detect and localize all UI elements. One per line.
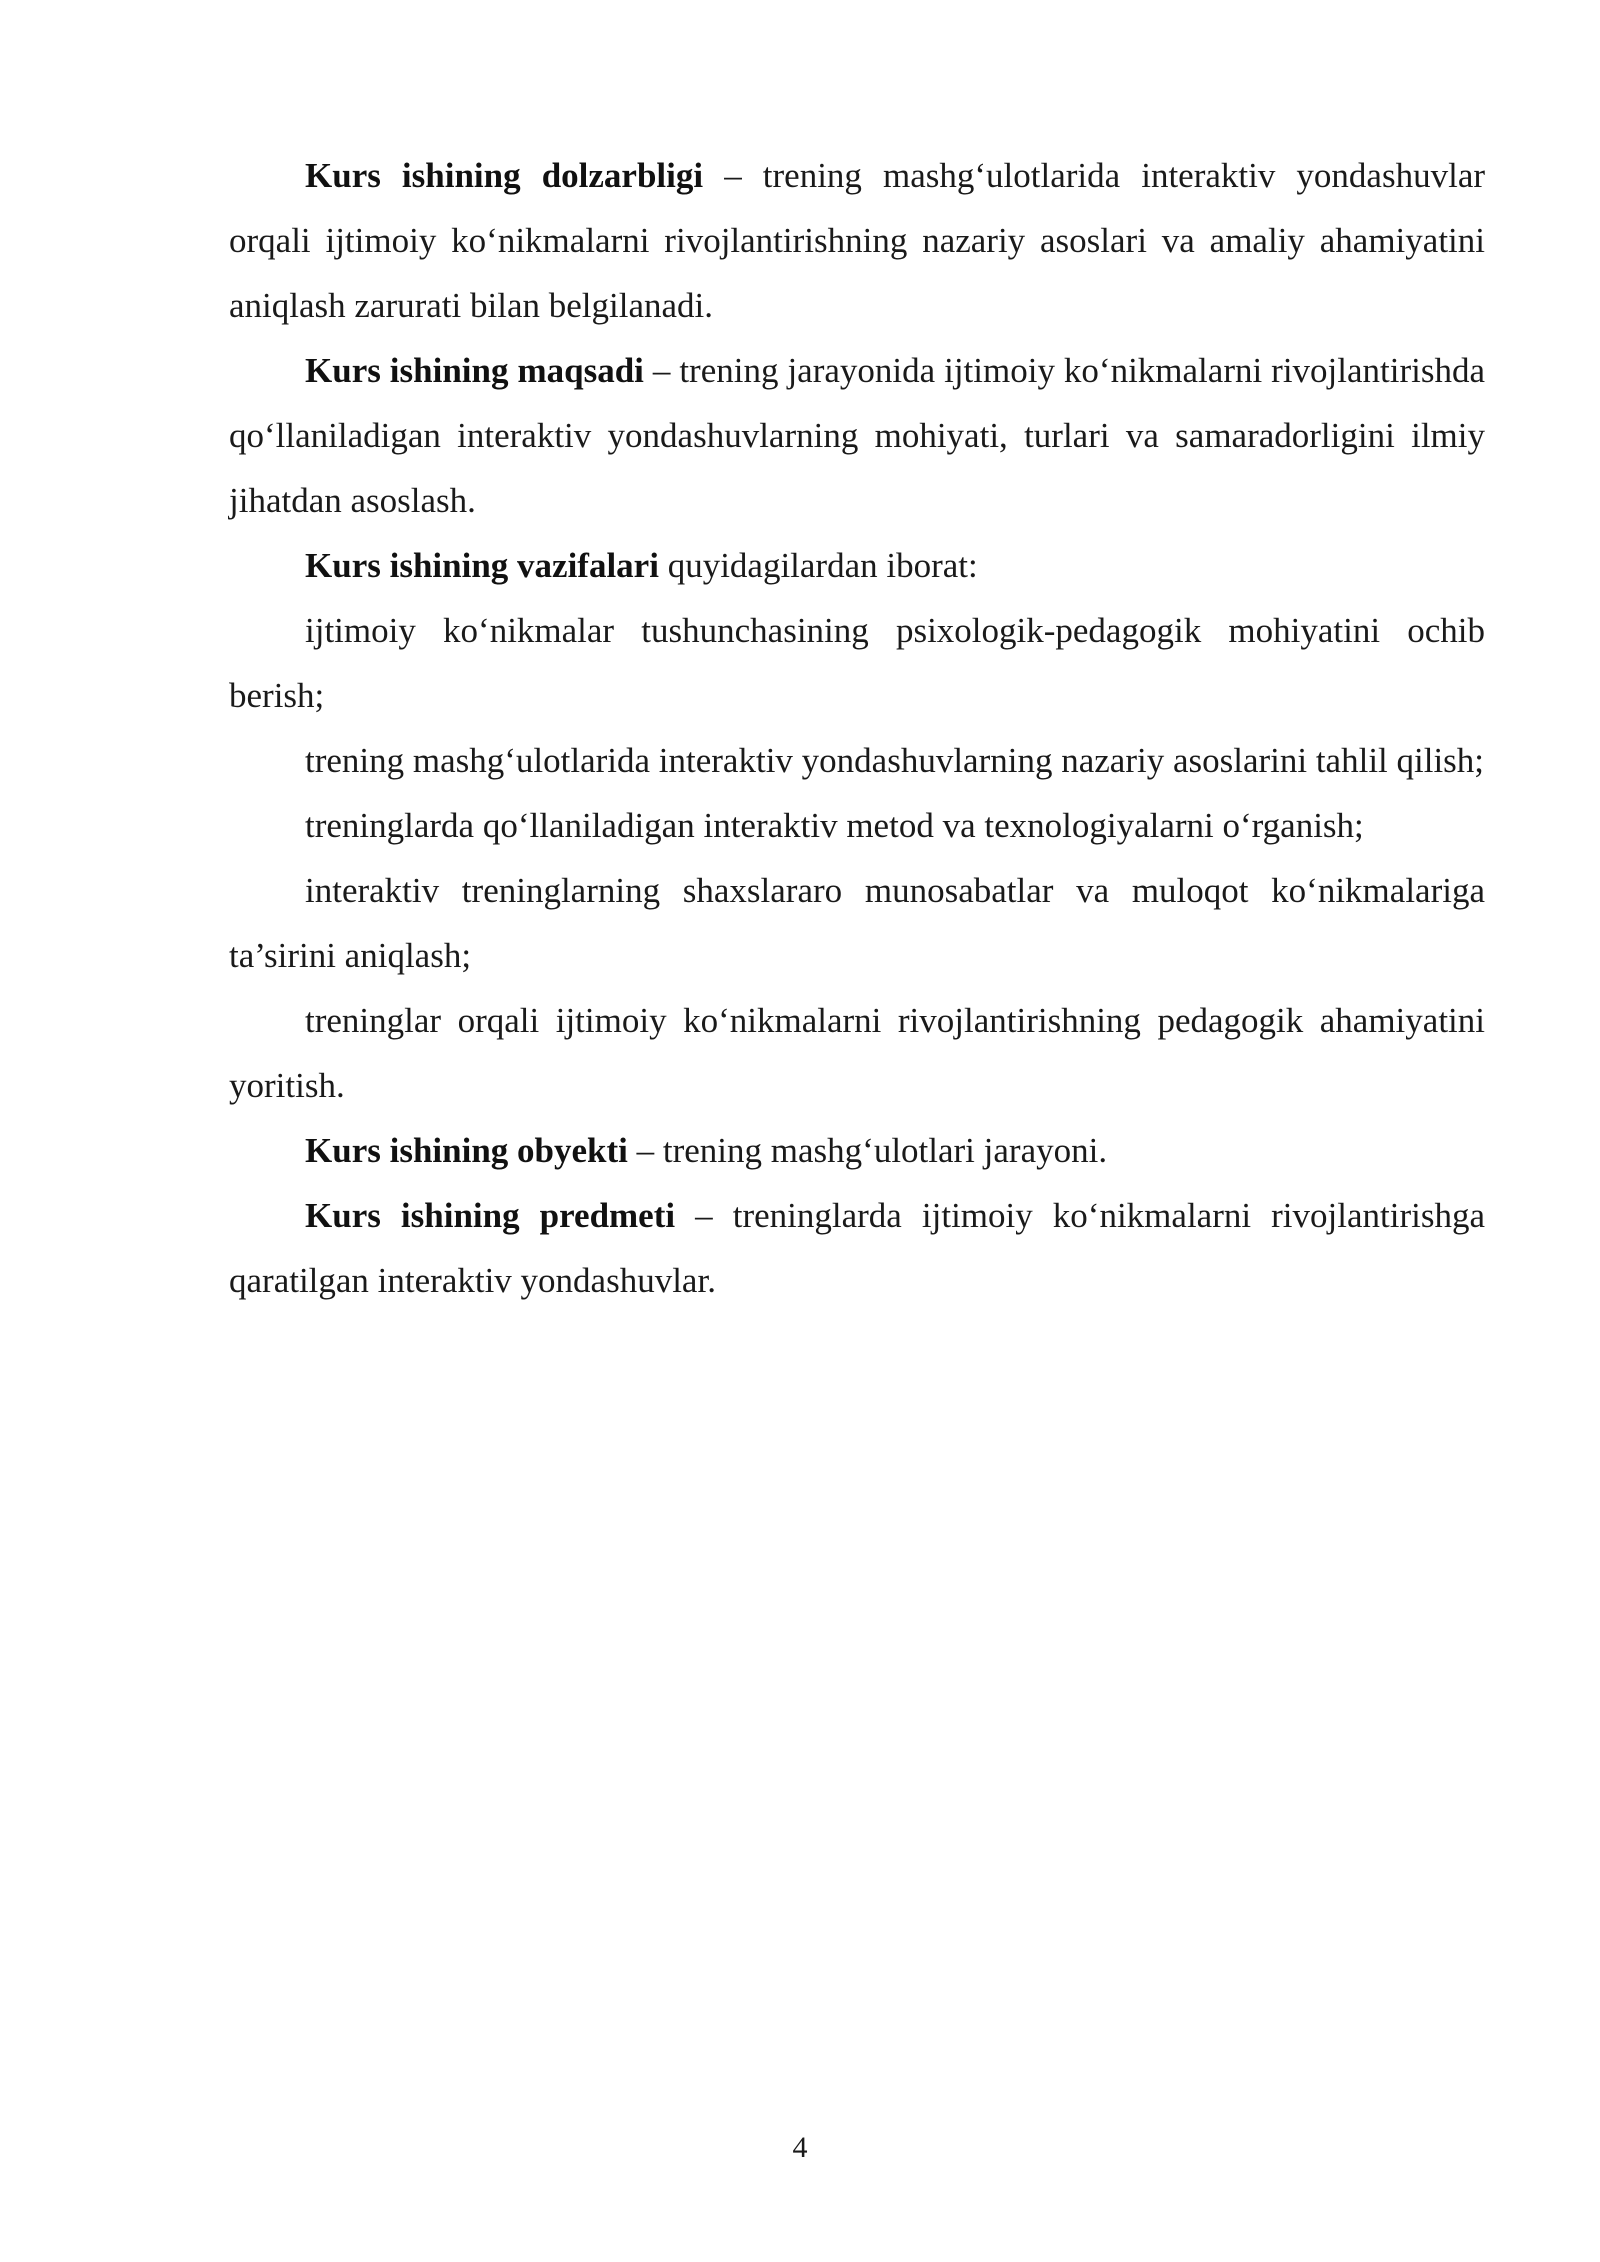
task-item-5: [229, 988, 1485, 1118]
paragraph-subject: [229, 1183, 1485, 1313]
paragraph-tasks-heading: Kurs ishining vazifalari: [305, 546, 659, 585]
page-body: [229, 143, 1485, 1313]
paragraph-goal-heading: Kurs ishining maqsadi: [305, 351, 644, 390]
paragraph-relevance-heading: Kurs ishining dolzarbligi: [305, 156, 704, 195]
task-item-1-text: ijtimoiy ko‘nikmalar tushunchasining psixologik-pedagogik mohiyatini ochib berish;: [229, 611, 1485, 715]
task-item-3: [229, 793, 1485, 858]
paragraph-tasks-text: quyidagilardan iborat:: [658, 546, 978, 585]
paragraph-relevance-text: – trening mashg‘ulotlarida interaktiv yondashuvlar orqali ijtimoiy ko‘nikmalarni rivojlantirishning nazariy asoslari va amaliy ahamiyatini aniqlash zarurati bilan belgilanadi.: [229, 156, 1486, 325]
paragraph-object-heading: Kurs ishining obyekti: [305, 1131, 628, 1170]
paragraph-object: [229, 1118, 1485, 1183]
task-item-1: [229, 598, 1485, 728]
task-item-2: [229, 728, 1485, 793]
paragraph-tasks: [229, 533, 1485, 598]
task-item-4: [229, 858, 1485, 988]
task-item-4-text: interaktiv treninglarning shaxslararo munosabatlar va muloqot ko‘nikmalariga ta’sirini aniqlash;: [229, 871, 1485, 975]
paragraph-subject-text: – treninglarda ijtimoiy ko‘nikmalarni rivojlantirishga qaratilgan interaktiv yondashuvlar.: [229, 1196, 1485, 1300]
task-item-5-text: treninglar orqali ijtimoiy ko‘nikmalarni rivojlantirishning pedagogik ahamiyatini yoritish.: [229, 1001, 1485, 1105]
page-number: 4: [792, 2131, 808, 2164]
paragraph-object-text: – trening mashg‘ulotlari jarayoni.: [627, 1131, 1108, 1170]
paragraph-goal-text: – trening jarayonida ijtimoiy ko‘nikmalarni rivojlantirishda qo‘llaniladigan interaktiv yondashuvlarning mohiyati, turlari va samaradorligini ilmiy jihatdan asoslash.: [229, 351, 1486, 520]
task-item-3-text: treninglarda qo‘llaniladigan interaktiv metod va texnologiyalarni o‘rganish;: [305, 806, 1364, 845]
paragraph-subject-heading: Kurs ishining predmeti: [305, 1196, 676, 1235]
paragraph-goal: [229, 338, 1485, 533]
paragraph-relevance: [229, 143, 1485, 338]
task-item-2-text: trening mashg‘ulotlarida interaktiv yondashuvlarning nazariy asoslarini tahlil qilish;: [305, 741, 1485, 780]
